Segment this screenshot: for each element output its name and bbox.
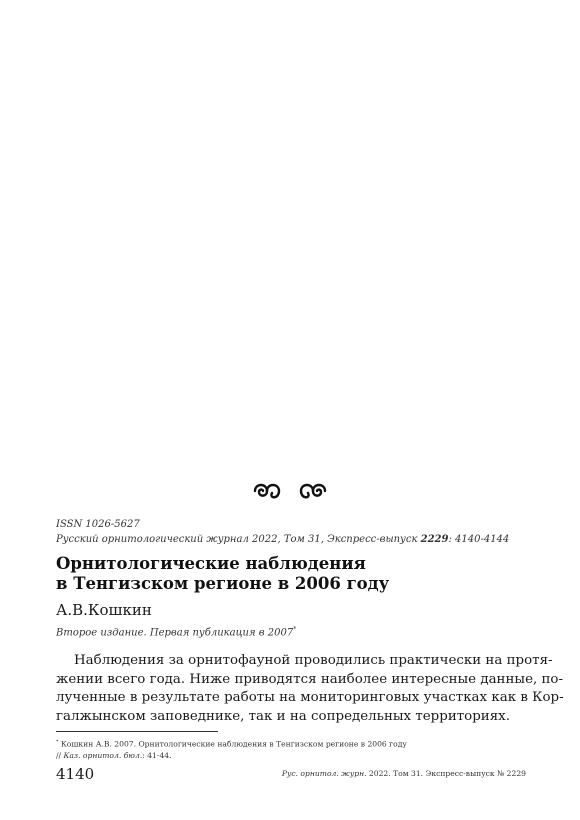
footnote-pages: : 41-44. bbox=[142, 750, 172, 760]
footnote-reference-mark: * bbox=[293, 626, 297, 633]
footnote-slashes: // bbox=[56, 750, 64, 760]
edition-note-text: Второе издание. Первая публикация в 2007 bbox=[56, 627, 294, 639]
article-title-line-1: Орнитологические наблюдения bbox=[56, 554, 366, 573]
footnote-line-1 bbox=[56, 737, 407, 750]
journal-citation bbox=[56, 534, 509, 545]
article-title bbox=[56, 554, 526, 594]
body-line: жении всего года. Ниже приводятся наиболее интересные данные, по- bbox=[56, 671, 564, 687]
body-line: Наблюдения за орнитофауной проводились практически на протя- bbox=[74, 653, 553, 668]
ornament-icon bbox=[245, 478, 335, 504]
running-footer-journal: Рус. орнитол. журн. bbox=[281, 769, 367, 778]
ornament-divider bbox=[0, 478, 580, 510]
footnote bbox=[56, 737, 407, 761]
footnote-line-2 bbox=[56, 750, 407, 761]
author-name: А.В.Кошкин bbox=[56, 601, 152, 619]
footnote-mark: * bbox=[56, 739, 59, 745]
body-line: лученные в результате работы на мониторинговых участках как в Кор- bbox=[56, 690, 564, 705]
footnote-source: Каз. орнитол. бюл. bbox=[63, 750, 143, 760]
page-range: : 4140-4144 bbox=[448, 534, 510, 545]
issue-number: 2229 bbox=[420, 534, 449, 545]
running-footer-issue: 2022. Том 31. Экспресс-выпуск № 2229 bbox=[366, 769, 526, 778]
body-line: галжынском заповеднике, так и на сопредельных территориях. bbox=[56, 708, 510, 724]
journal-citation-prefix: Русский орнитологический журнал 2022, Том 31, Экспресс-выпуск bbox=[56, 534, 421, 545]
page-number: 4140 bbox=[56, 765, 95, 783]
edition-note bbox=[56, 626, 296, 638]
issn-line: ISSN 1026-5627 bbox=[56, 519, 140, 530]
running-footer bbox=[282, 769, 526, 778]
article-body bbox=[56, 652, 564, 726]
article-title-line-2: в Тенгизском регионе в 2006 году bbox=[56, 574, 390, 593]
footnote-citation: Кошкин А.В. 2007. Орнитологические наблюдения в Тенгизском регионе в 2006 году bbox=[60, 739, 407, 749]
footnote-separator bbox=[56, 731, 218, 732]
